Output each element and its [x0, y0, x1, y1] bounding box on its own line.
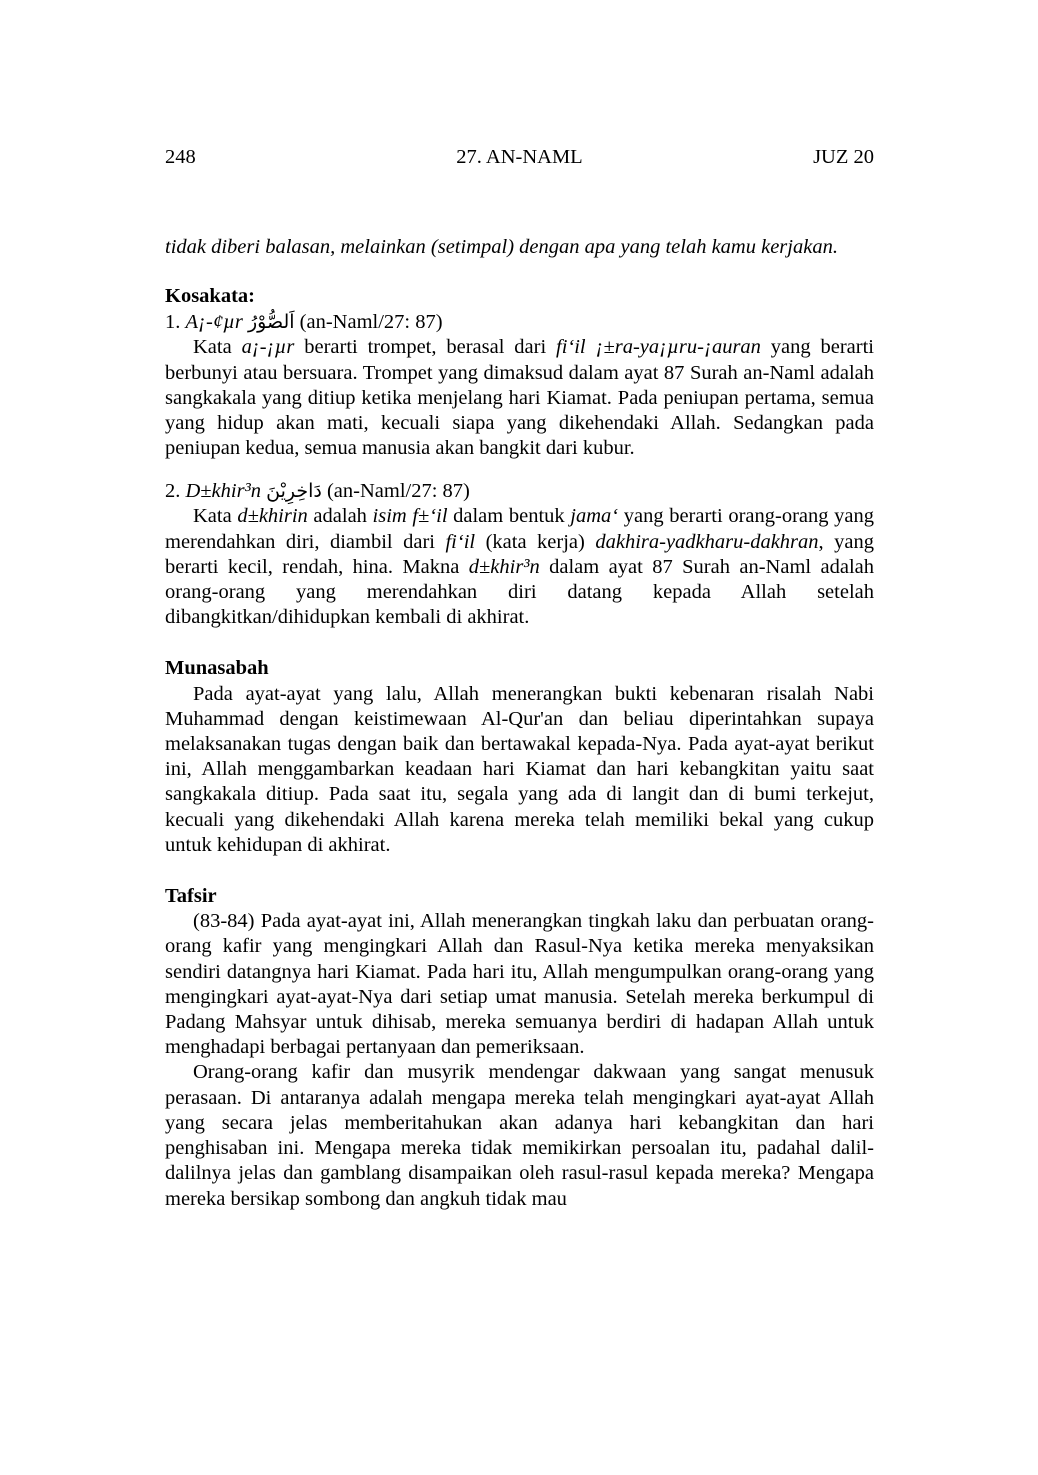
text-run: dalam bentuk	[447, 505, 571, 528]
text-run: dalam ayat 87 Surah an-Naml adalah orang-orang yang merendahkan diri datang kepada Allah setelah dibangkitkan/dihidupkan kembali di akhirat.	[165, 555, 874, 629]
italic-term: fi‘il ¡±ra-ya¡µru-¡auran	[556, 336, 761, 359]
italic-term: isim f±‘il	[372, 505, 448, 528]
juz-label: JUZ 20	[813, 146, 874, 168]
vocab-reference: (an-Naml/27: 87)	[299, 311, 443, 334]
munasabah-paragraph: Pada ayat-ayat yang lalu, Allah menerangkan bukti kebenaran risalah Nabi Muhammad dengan keistimewaan Al-Qur'an dan beliau diperintahkan supaya melaksanakan tugas dengan baik dan bertawakal kepada-Nya. Pada ayat-ayat berikut ini, Allah menggambarkan keadaan hari Kiamat dan hari kebangkitan yaitu saat sangkakala ditiup. Pada saat itu, segala yang ada di langit dan di bumi terkejut, kecuali yang dikehendaki Allah karena mereka telah memiliki bekal yang cukup untuk kehidupan di akhirat.	[165, 682, 874, 856]
vocab-number: 2.	[165, 480, 181, 503]
text-run: berarti trompet, berasal dari	[294, 336, 557, 359]
vocab-reference: (an-Naml/27: 87)	[326, 480, 470, 503]
page-body	[165, 235, 874, 1212]
tafsir-paragraph-1: (83-84) Pada ayat-ayat ini, Allah menerangkan tingkah laku dan perbuatan orang-orang kafir yang mengingkari Allah dan Rasul-Nya ketika mereka menyaksikan sendiri datangnya hari Kiamat. Pada hari itu, Allah mengumpulkan orang-orang yang mengingkari ayat-ayat-Nya dari setiap umat manusia. Setelah mereka berkumpul di Padang Mahsyar untuk dihisab, mereka semuanya berdiri di hadapan Allah untuk menghadapi berbagai pertanyaan dan pemeriksaan.	[165, 910, 874, 1059]
vocab-arabic: اَلصُّوْرُ	[248, 311, 295, 334]
chapter-title: 27. AN-NAML	[456, 146, 583, 168]
vocab-entry-2	[165, 478, 874, 504]
vocab-number: 1.	[165, 311, 181, 334]
munasabah-heading: Munasabah	[165, 657, 269, 680]
vocab-desc-1	[165, 335, 874, 461]
vocab-term: A¡-¢µr	[185, 311, 243, 334]
kosakata-heading: Kosakata:	[165, 285, 255, 308]
tafsir-paragraph-2: Orang-orang kafir dan musyrik mendengar dakwaan yang sangat menusuk perasaan. Di antaranya adalah mengapa mereka telah mengingkari ayat-ayat Allah yang secara jelas memberitahukan akan adanya hari kebangkitan dan hari penghisaban ini. Mengapa mereka tidak memikirkan persoalan itu, padahal dalil-dalilnya jelas dan gamblang disampaikan oleh rasul-rasul kepada mereka? Mengapa mereka bersikap sombong dan angkuh tidak mau	[165, 1061, 874, 1210]
italic-term: fi‘il	[445, 530, 476, 553]
vocab-entry-1	[165, 309, 874, 335]
italic-term: jama‘	[570, 505, 619, 528]
italic-term: a¡-¡µr	[241, 336, 295, 359]
vocab-desc-2	[165, 504, 874, 630]
vocab-arabic: دَاخِرِيْنَ	[266, 480, 322, 503]
italic-term: d±khirin	[237, 505, 308, 528]
text-run: yang berarti berbunyi atau bersuara. Trompet yang dimaksud dalam ayat 87 Surah an-Naml adalah sangkakala yang ditiup ketika menjelang hari Kiamat. Pada peniupan pertama, semua yang hidup akan mati, kecuali siapa yang dikehendaki Allah. Sedangkan pada peniupan kedua, semua manusia akan bangkit dari kubur.	[165, 336, 874, 460]
running-header	[165, 146, 874, 174]
text-run: yang berarti orang-orang yang merendahkan diri, diambil dari	[165, 505, 874, 553]
italic-term: dakhira-yadkharu-dakhran	[595, 530, 819, 553]
text-run: , yang berarti kecil, rendah, hina. Makna	[165, 530, 874, 578]
page-number: 248	[165, 146, 196, 168]
text-run: (kata kerja)	[475, 530, 596, 553]
text-run: Kata	[193, 505, 238, 528]
tafsir-heading: Tafsir	[165, 885, 217, 908]
text-run: Kata	[193, 336, 242, 359]
intro-paragraph: tidak diberi balasan, melainkan (setimpal) dengan apa yang telah kamu kerjakan.	[165, 236, 838, 258]
italic-term: d±khir³n	[468, 555, 540, 578]
vocab-term: D±khir³n	[185, 480, 261, 503]
text-run: adalah	[307, 505, 373, 528]
